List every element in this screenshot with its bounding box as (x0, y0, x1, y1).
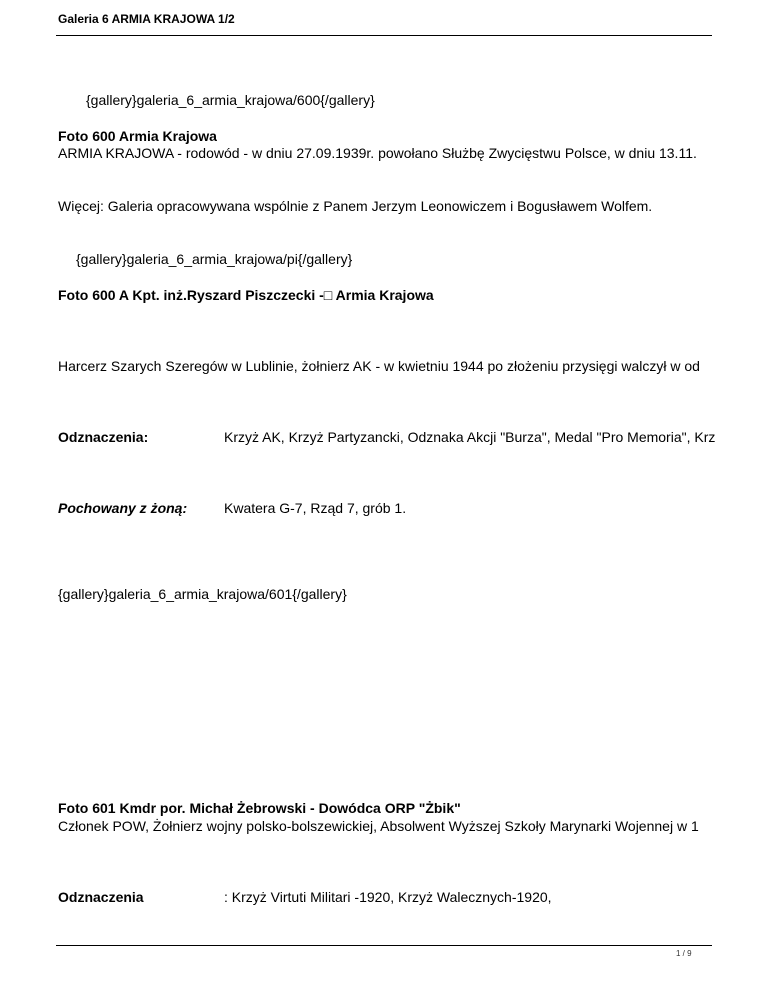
foto-600-description: ARMIA KRAJOWA - rodowód - w dniu 27.09.1939r. powołano Służbę Zwycięstwu Polsce, w dniu 13.11. (58, 145, 697, 161)
awards-label-600a: Odznaczenia: (58, 429, 149, 445)
buried-label: Pochowany z żoną: (58, 500, 188, 516)
foto-601-title: Foto 601 Kmdr por. Michał Żebrowski - Dowódca ORP "Żbik" (58, 800, 461, 816)
buried-value: Kwatera G-7, Rząd 7, grób 1. (224, 500, 407, 516)
awards-value-601: : Krzyż Virtuti Militari -1920, Krzyż Walecznych-1920, (224, 889, 552, 905)
more-info-text: Więcej: Galeria opracowywana wspólnie z Panem Jerzym Leonowiczem i Bogusławem Wolfem. (58, 198, 653, 214)
foto-600a-description: Harcerz Szarych Szeregów w Lublinie, żołnierz AK - w kwietniu 1944 po złożeniu przysięgi walczył w od (58, 358, 700, 374)
header-divider (56, 35, 712, 36)
document-header-title: Galeria 6 ARMIA KRAJOWA 1/2 (58, 12, 235, 26)
page-number: 1 / 9 (676, 949, 692, 958)
gallery-placeholder-600: {gallery}galeria_6_armia_krajowa/600{/gallery} (86, 92, 375, 108)
foto-600a-title: Foto 600 A Kpt. inż.Ryszard Piszczecki -□ Armia Krajowa (58, 287, 434, 303)
foto-600-title: Foto 600 Armia Krajowa (58, 128, 217, 144)
footer-divider (56, 945, 712, 946)
awards-label-601: Odznaczenia (58, 889, 144, 905)
foto-601-description: Członek POW, Żołnierz wojny polsko-bolszewickiej, Absolwent Wyższej Szkoły Marynarki Wojennej w 1 (58, 818, 699, 834)
gallery-placeholder-pi: {gallery}galeria_6_armia_krajowa/pi{/gallery} (76, 251, 353, 267)
awards-value-600a: Krzyż AK, Krzyż Partyzancki, Odznaka Akcji "Burza", Medal "Pro Memoria", Krz (224, 429, 716, 445)
gallery-placeholder-601: {gallery}galeria_6_armia_krajowa/601{/gallery} (58, 586, 347, 602)
